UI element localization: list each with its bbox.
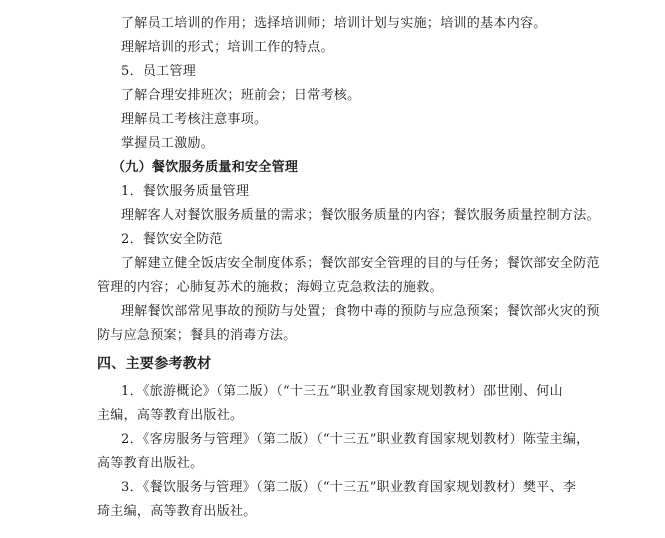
section-heading: （九）餐饮服务质量和安全管理 (112, 160, 299, 175)
reference-item: 3．《餐饮服务与管理》（第二版）（“十三五”职业教育国家规划教材）樊平、李 (121, 480, 577, 495)
text-line: 理解培训的形式；培训工作的特点。 (121, 40, 334, 55)
text-line: 了解建立健全饭店安全制度体系；餐饮部安全管理的目的与任务；餐饮部安全防范 (121, 256, 600, 271)
reference-item: 2．《客房服务与管理》（第二版）（“十三五”职业教育国家规划教材）陈莹主编， (121, 432, 590, 447)
reference-item: 1．《旅游概论》（第二版）（“十三五”职业教育国家规划教材）邵世刚、何山 (121, 384, 563, 399)
text-line: 掌握员工激励。 (121, 136, 215, 151)
text-line: 琦主编，高等教育出版社。 (97, 504, 257, 519)
text-line: 了解合理安排班次；班前会；日常考核。 (121, 88, 361, 103)
text-line: 高等教育出版社。 (97, 456, 204, 471)
chapter-heading: 四、主要参考教材 (97, 356, 212, 372)
text-line: 防与应急预案；餐具的消毒方法。 (97, 328, 297, 343)
numbered-item: 2．餐饮安全防范 (121, 232, 223, 247)
numbered-item: 1．餐饮服务质量管理 (121, 184, 250, 199)
text-line: 理解客人对餐饮服务质量的需求；餐饮服务质量的内容；餐饮服务质量控制方法。 (121, 208, 600, 223)
text-line: 理解员工考核注意事项。 (121, 112, 268, 127)
numbered-item: 5．员工管理 (121, 64, 197, 79)
text-line: 主编，高等教育出版社。 (97, 408, 244, 423)
text-line: 理解餐饮部常见事故的预防与处置；食物中毒的预防与应急预案；餐饮部火灾的预 (121, 304, 600, 319)
text-line: 管理的内容；心肺复苏术的施救；海姆立克急救法的施救。 (97, 280, 443, 295)
text-line: 了解员工培训的作用；选择培训师；培训计划与实施；培训的基本内容。 (121, 16, 547, 31)
